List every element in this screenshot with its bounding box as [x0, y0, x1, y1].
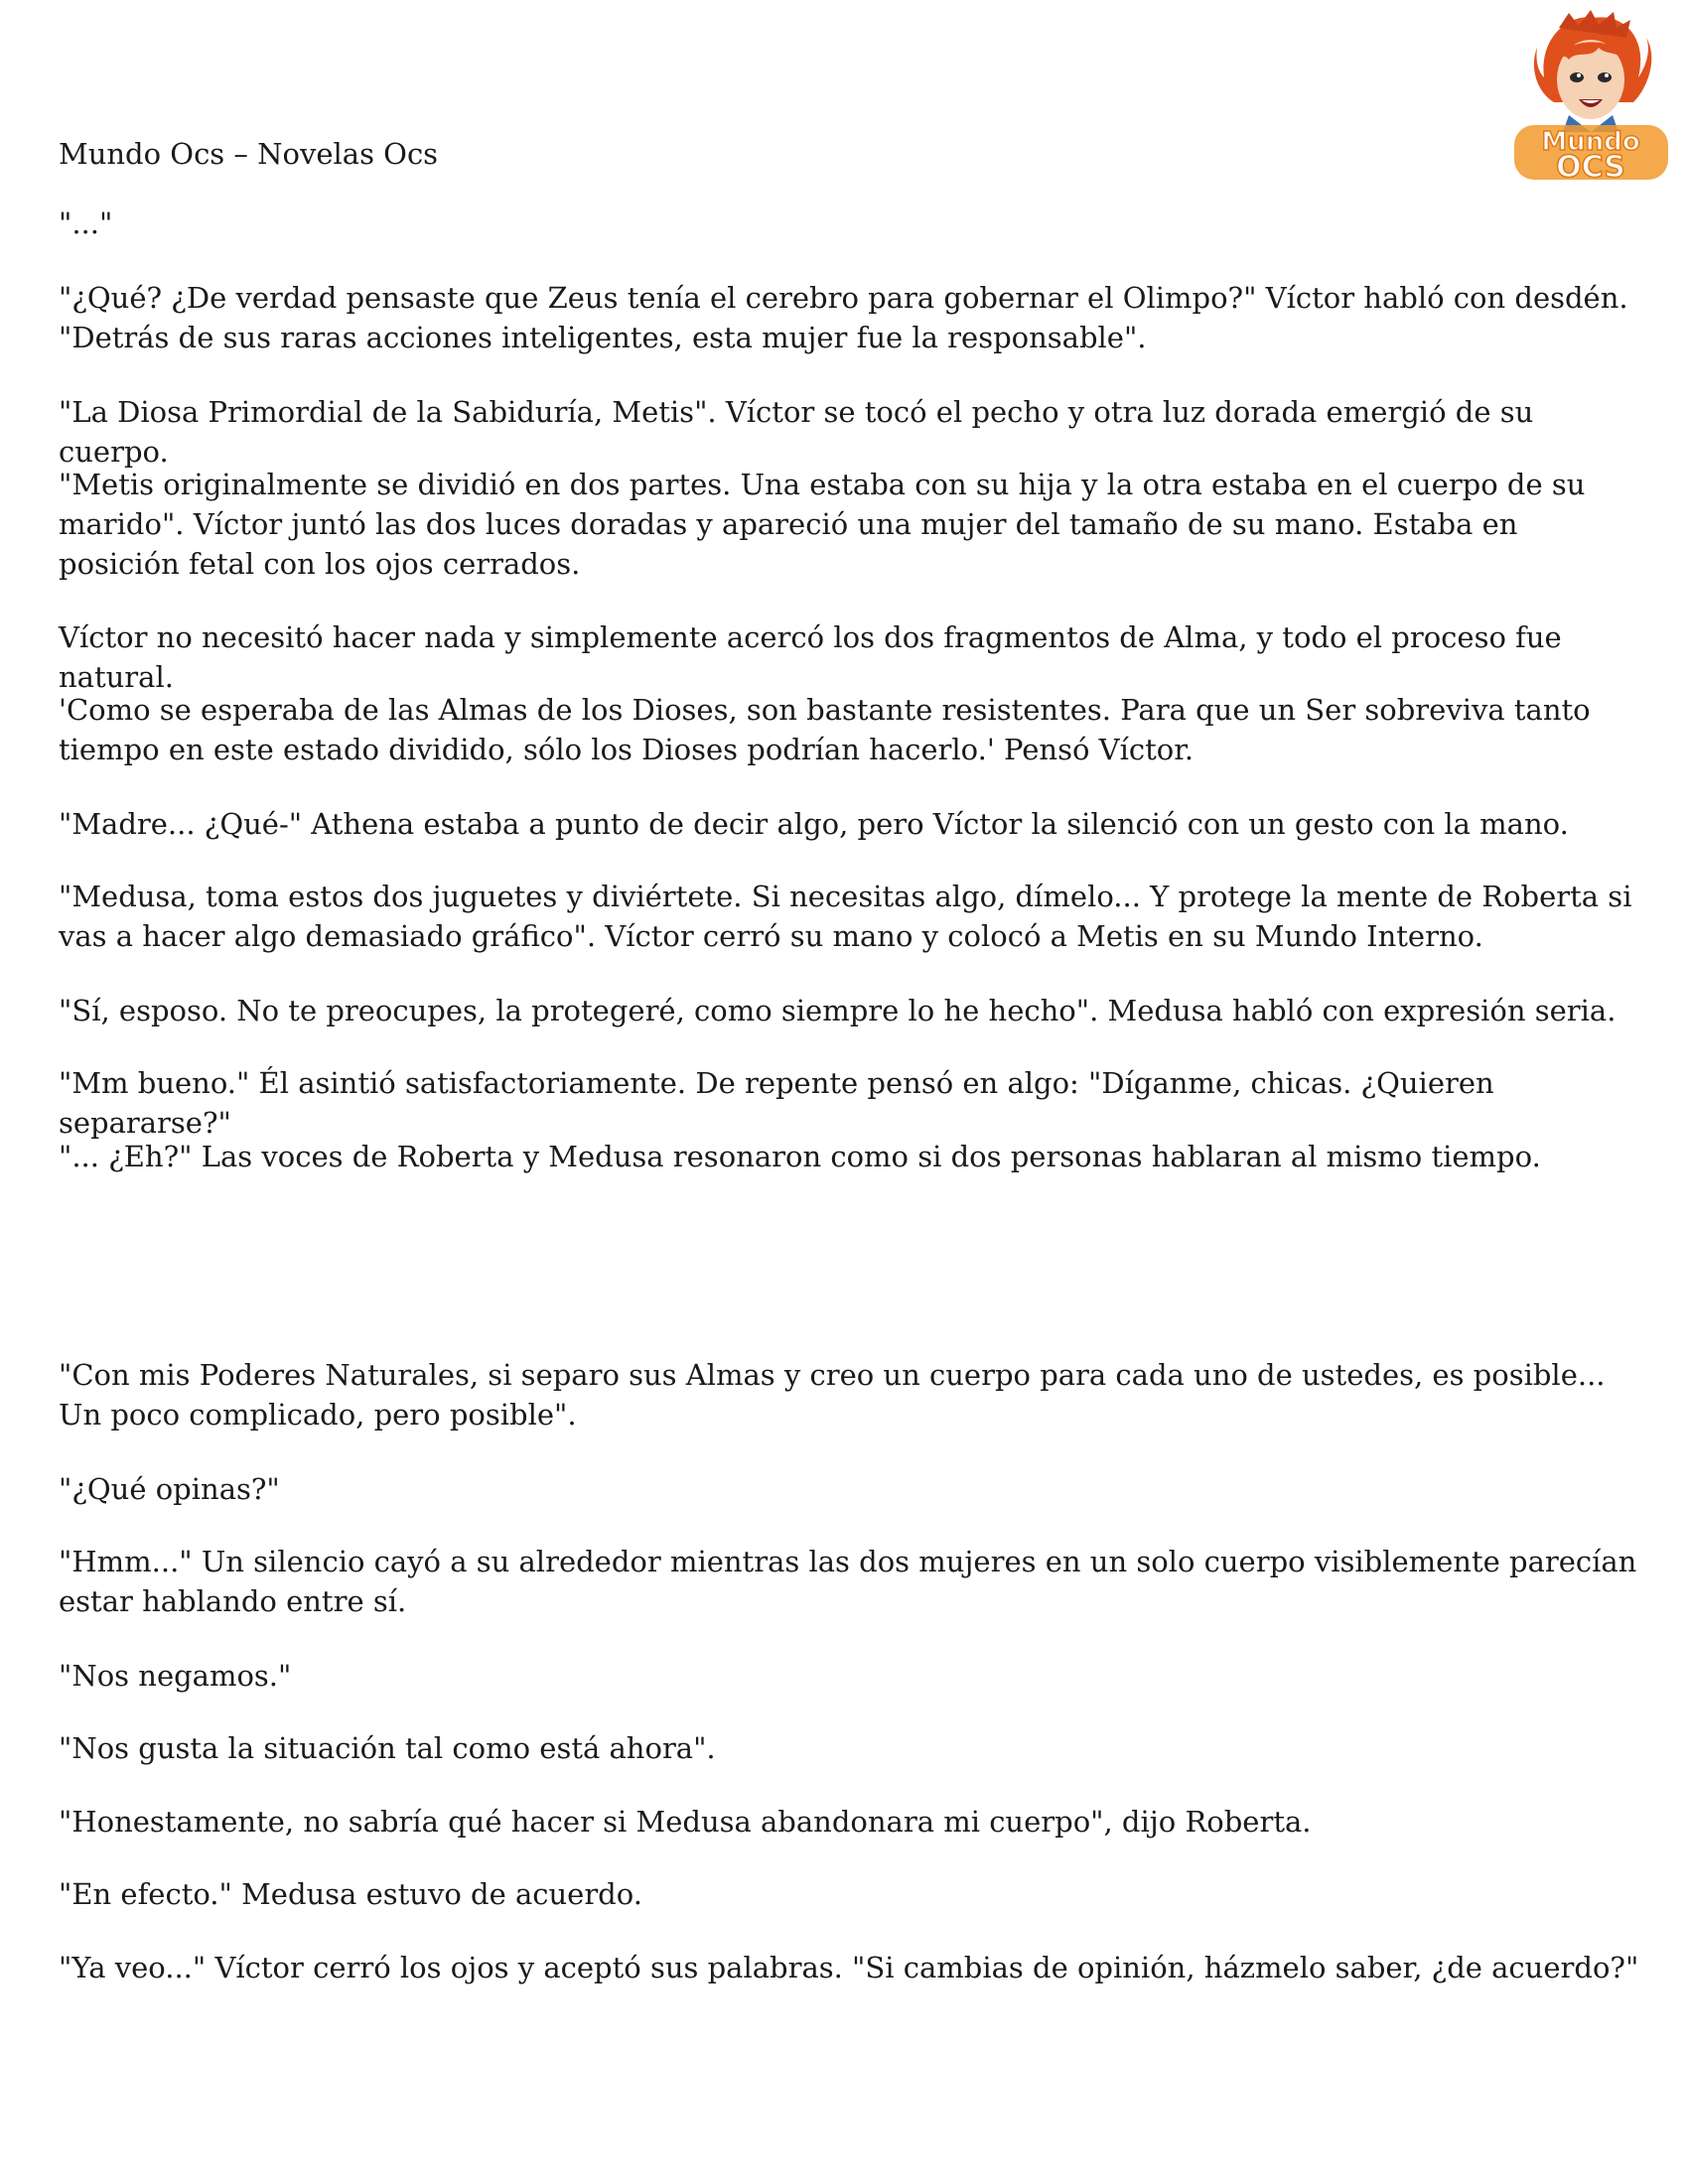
paragraph: "Madre... ¿Qué-" Athena estaba a punto de decir algo, pero Víctor la silenció con un gesto con la mano. — [59, 807, 1569, 841]
paragraph: "Ya veo..." Víctor cerró los ojos y aceptó sus palabras. "Si cambias de opinión, házmelo saber, ¿de acuerdo?" — [59, 1951, 1639, 1984]
paragraph: "En efecto." Medusa estuvo de acuerdo. — [59, 1877, 642, 1911]
paragraph: "Hmm..." Un silencio cayó a su alrededor mientras las dos mujeres en un solo cuerpo visiblemente parecían estar hablando entre sí. — [59, 1545, 1637, 1618]
paragraph: "La Diosa Primordial de la Sabiduría, Metis". Víctor se tocó el pecho y otra luz dorada emergió de su cuerpo. — [59, 395, 1534, 469]
paragraph: "¿Qué? ¿De verdad pensaste que Zeus tenía el cerebro para gobernar el Olimpo?" Víctor habló con desdén. "Detrás de sus raras acciones inteligentes, esta mujer fue la responsable". — [59, 281, 1628, 354]
paragraph: "Nos negamos." — [59, 1659, 292, 1693]
paragraph: Víctor no necesitó hacer nada y simplemente acercó los dos fragmentos de Alma, y todo el proceso fue natural. — [59, 620, 1562, 694]
paragraph: "Con mis Poderes Naturales, si separo sus Almas y creo un cuerpo para cada uno de ustedes, es posible... Un poco complicado, pero posible". — [59, 1358, 1606, 1432]
logo-text-top: Mundo — [1541, 127, 1640, 157]
paragraph: "Honestamente, no sabría qué hacer si Medusa abandonara mi cuerpo", dijo Roberta. — [59, 1805, 1312, 1839]
document-header: Mundo Ocs – Novelas Ocs — [59, 137, 439, 171]
paragraph: "Metis originalmente se dividió en dos partes. Una estaba con su hija y la otra estaba en el cuerpo de su marido". Víctor juntó las dos luces doradas y apareció una mujer del tamaño de su mano. Estaba en posición fetal con los ojos cerrados. — [59, 468, 1586, 581]
paragraph: "Nos gusta la situación tal como está ahora". — [59, 1731, 716, 1765]
logo-text-bottom: OCS — [1556, 150, 1625, 185]
paragraph: "Medusa, toma estos dos juguetes y diviértete. Si necesitas algo, dímelo... Y protege la mente de Roberta si vas a hacer algo demasiado gráfico". Víctor cerró su mano y colocó a Metis en su Mundo Interno. — [59, 880, 1632, 953]
paragraph: "... ¿Eh?" Las voces de Roberta y Medusa resonaron como si dos personas hablaran al mismo tiempo. — [59, 1140, 1541, 1173]
paragraph: "¿Qué opinas?" — [59, 1472, 280, 1506]
paragraph: 'Como se esperaba de las Almas de los Dioses, son bastante resistentes. Para que un Ser sobreviva tanto tiempo en este estado dividido, sólo los Dioses podrían hacerlo.' Pensó Víctor. — [59, 693, 1591, 766]
mascot-logo-icon — [1499, 8, 1678, 187]
paragraph: "Sí, esposo. No te preocupes, la protegeré, como siempre lo he hecho". Medusa habló con expresión seria. — [59, 994, 1617, 1027]
paragraph: "Mm bueno." Él asintió satisfactoriamente. De repente pensó en algo: "Díganme, chicas. ¿Quieren separarse?" — [59, 1066, 1494, 1140]
paragraph: "..." — [59, 206, 113, 240]
